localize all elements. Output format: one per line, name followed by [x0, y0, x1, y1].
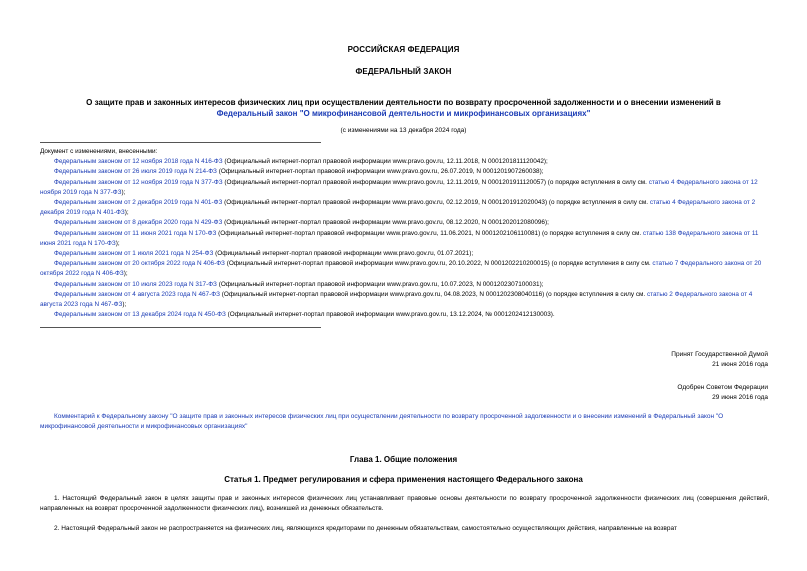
law-title [40, 97, 767, 119]
law-type-heading: ФЕДЕРАЛЬНЫЙ ЗАКОН [355, 67, 452, 76]
change-source-text: (Официальный интернет-портал правовой информации www.pravo.gov.ru, 26.07.2019, N 0001201907260038); [216, 168, 544, 176]
change-item [40, 280, 770, 290]
change-source-text: (Официальный интернет-портал правовой информации www.pravo.gov.ru, 20.10.2022, N 0001202210200015) (о порядке вступления в силу см. [224, 260, 653, 268]
changes-items [40, 157, 770, 320]
change-tail-text: ); [121, 188, 126, 196]
article-paragraph-2: 2. Настоящий Федеральный закон не распространяется на физических лиц, являющихся кредиторами по денежным обязательствам, самостоятельно осуществляющих действия, направленные на возврат [54, 525, 677, 532]
change-law-link[interactable]: Федеральным законом от 26 июля 2019 года N 214-ФЗ [54, 168, 217, 176]
law-title-link[interactable]: Федеральный закон "О микрофинансовой деятельности и микрофинансовых организациях" [216, 109, 591, 118]
change-source-text: (Официальный интернет-портал правовой информации www.pravo.gov.ru, 10.07.2023, N 0001202307100031); [216, 280, 544, 288]
change-item [40, 157, 770, 167]
council-date: 29 июня 2016 года [712, 394, 768, 401]
top-divider [40, 142, 321, 143]
change-law-link[interactable]: Федеральным законом от 20 октября 2022 года N 406-ФЗ [54, 260, 225, 268]
chapter-heading: Глава 1. Общие положения [349, 455, 458, 464]
change-item [40, 259, 770, 279]
change-law-link[interactable]: Федеральным законом от 8 декабря 2020 года N 429-ФЗ [54, 219, 223, 227]
change-law-link[interactable]: Федеральным законом от 12 ноября 2019 года N 377-ФЗ [54, 178, 223, 186]
change-source-text: (Официальный интернет-портал правовой информации www.pravo.gov.ru, 04.08.2023, N 0001202308040116) (о порядке вступления в силу см. [219, 290, 647, 298]
change-item [40, 290, 770, 310]
change-item [40, 167, 770, 177]
duma-date: 21 июня 2016 года [712, 361, 768, 368]
change-article-link[interactable]: статью 2 Федерального закона от 4 августа 2023 года N 467-ФЗ [40, 290, 753, 309]
law-title-text: О защите прав и законных интересов физических лиц при осуществлении деятельности по возврату просроченной задолженности и о внесении изменений в [86, 98, 721, 107]
change-tail-text: ); [124, 209, 129, 217]
revision-note: (с изменениями на 13 декабря 2024 года) [340, 127, 467, 134]
change-item [40, 198, 770, 218]
commentary-link[interactable]: Комментарий к Федеральному закону "О защите прав и законных интересов физических лиц при осуществлении деятельности по возврату просроченной задолженности и о внесении изменений в Федеральный закон "О микрофинансовой деятельности и микрофинансовых организациях" [40, 413, 724, 430]
change-source-text: (Официальный интернет-портал правовой информации www.pravo.gov.ru, 13.12.2024, № 0001202412130003). [225, 311, 555, 319]
change-tail-text: ); [115, 239, 120, 247]
article-heading: Статья 1. Предмет регулирования и сфера применения настоящего Федерального закона [224, 475, 583, 484]
change-law-link[interactable]: Федеральным законом от 13 декабря 2024 года N 450-ФЗ [54, 311, 226, 319]
change-law-link[interactable]: Федеральным законом от 1 июля 2021 года N 254-ФЗ [54, 250, 214, 258]
change-tail-text: ); [123, 270, 128, 278]
changes-list [40, 147, 770, 320]
change-article-link[interactable]: статью 4 Федерального закона от 2 декабря 2019 года N 401-ФЗ [40, 199, 756, 217]
change-source-text: (Официальный интернет-портал правовой информации www.pravo.gov.ru, 12.11.2018, N 0001201811120042); [222, 158, 548, 166]
article-paragraph-1: 1. Настоящий Федеральный закон в целях защиты прав и законных интересов физических лиц устанавливает правовые основы деятельности по возврату просроченной задолженности физических лиц (совершения действий, направленных на возврат просроченной задолженности физических лиц), возникшей из денежных обязательств. [40, 495, 769, 512]
change-law-link[interactable]: Федеральным законом от 11 июня 2021 года N 170-ФЗ [54, 229, 217, 237]
change-source-text: (Официальный интернет-портал правовой информации www.pravo.gov.ru, 12.11.2019, N 0001201911120057) (о порядке вступления в силу см. [222, 178, 649, 186]
change-item [40, 218, 770, 228]
change-law-link[interactable]: Федеральным законом от 10 июля 2023 года N 317-ФЗ [54, 280, 217, 288]
change-law-link[interactable]: Федеральным законом от 12 ноября 2018 года N 416-ФЗ [54, 158, 223, 166]
duma-adoption [540, 350, 768, 370]
council-label: Одобрен Советом Федерации [677, 384, 768, 391]
duma-label: Принят Государственной Думой [671, 351, 768, 358]
change-item [40, 310, 770, 320]
changes-intro: Документ с изменениями, внесенными: [40, 148, 158, 155]
change-law-link[interactable]: Федеральным законом от 2 декабря 2019 года N 401-ФЗ [54, 199, 223, 207]
change-tail-text: ); [122, 301, 127, 309]
change-item [40, 178, 770, 198]
change-source-text: (Официальный интернет-портал правовой информации www.pravo.gov.ru, 02.12.2019, N 0001201912020043) (о порядке вступления в силу см. [222, 199, 650, 207]
change-article-link[interactable]: статью 138 Федерального закона от 11 июня 2021 года N 170-ФЗ [40, 229, 759, 247]
change-law-link[interactable]: Федеральным законом от 4 августа 2023 года N 467-ФЗ [54, 290, 220, 298]
change-article-link[interactable]: статью 7 Федерального закона от 20 октября 2022 года N 406-ФЗ [40, 260, 762, 278]
country-heading: РОССИЙСКАЯ ФЕДЕРАЦИЯ [347, 45, 460, 54]
change-source-text: (Официальный интернет-портал правовой информации www.pravo.gov.ru, 08.12.2020, N 0001202012080096); [222, 219, 549, 227]
change-source-text: (Официальный интернет-портал правовой информации www.pravo.gov.ru, 01.07.2021); [213, 250, 474, 258]
change-article-link[interactable]: статью 4 Федерального закона от 12 ноября 2019 года N 377-ФЗ [40, 178, 758, 196]
change-item [40, 229, 770, 249]
change-source-text: (Официальный интернет-портал правовой информации www.pravo.gov.ru, 11.06.2021, N 0001202106110081) (о порядке вступления в силу см. [216, 229, 643, 237]
bottom-divider [40, 327, 321, 328]
change-item [40, 249, 770, 259]
council-approval [540, 383, 768, 403]
